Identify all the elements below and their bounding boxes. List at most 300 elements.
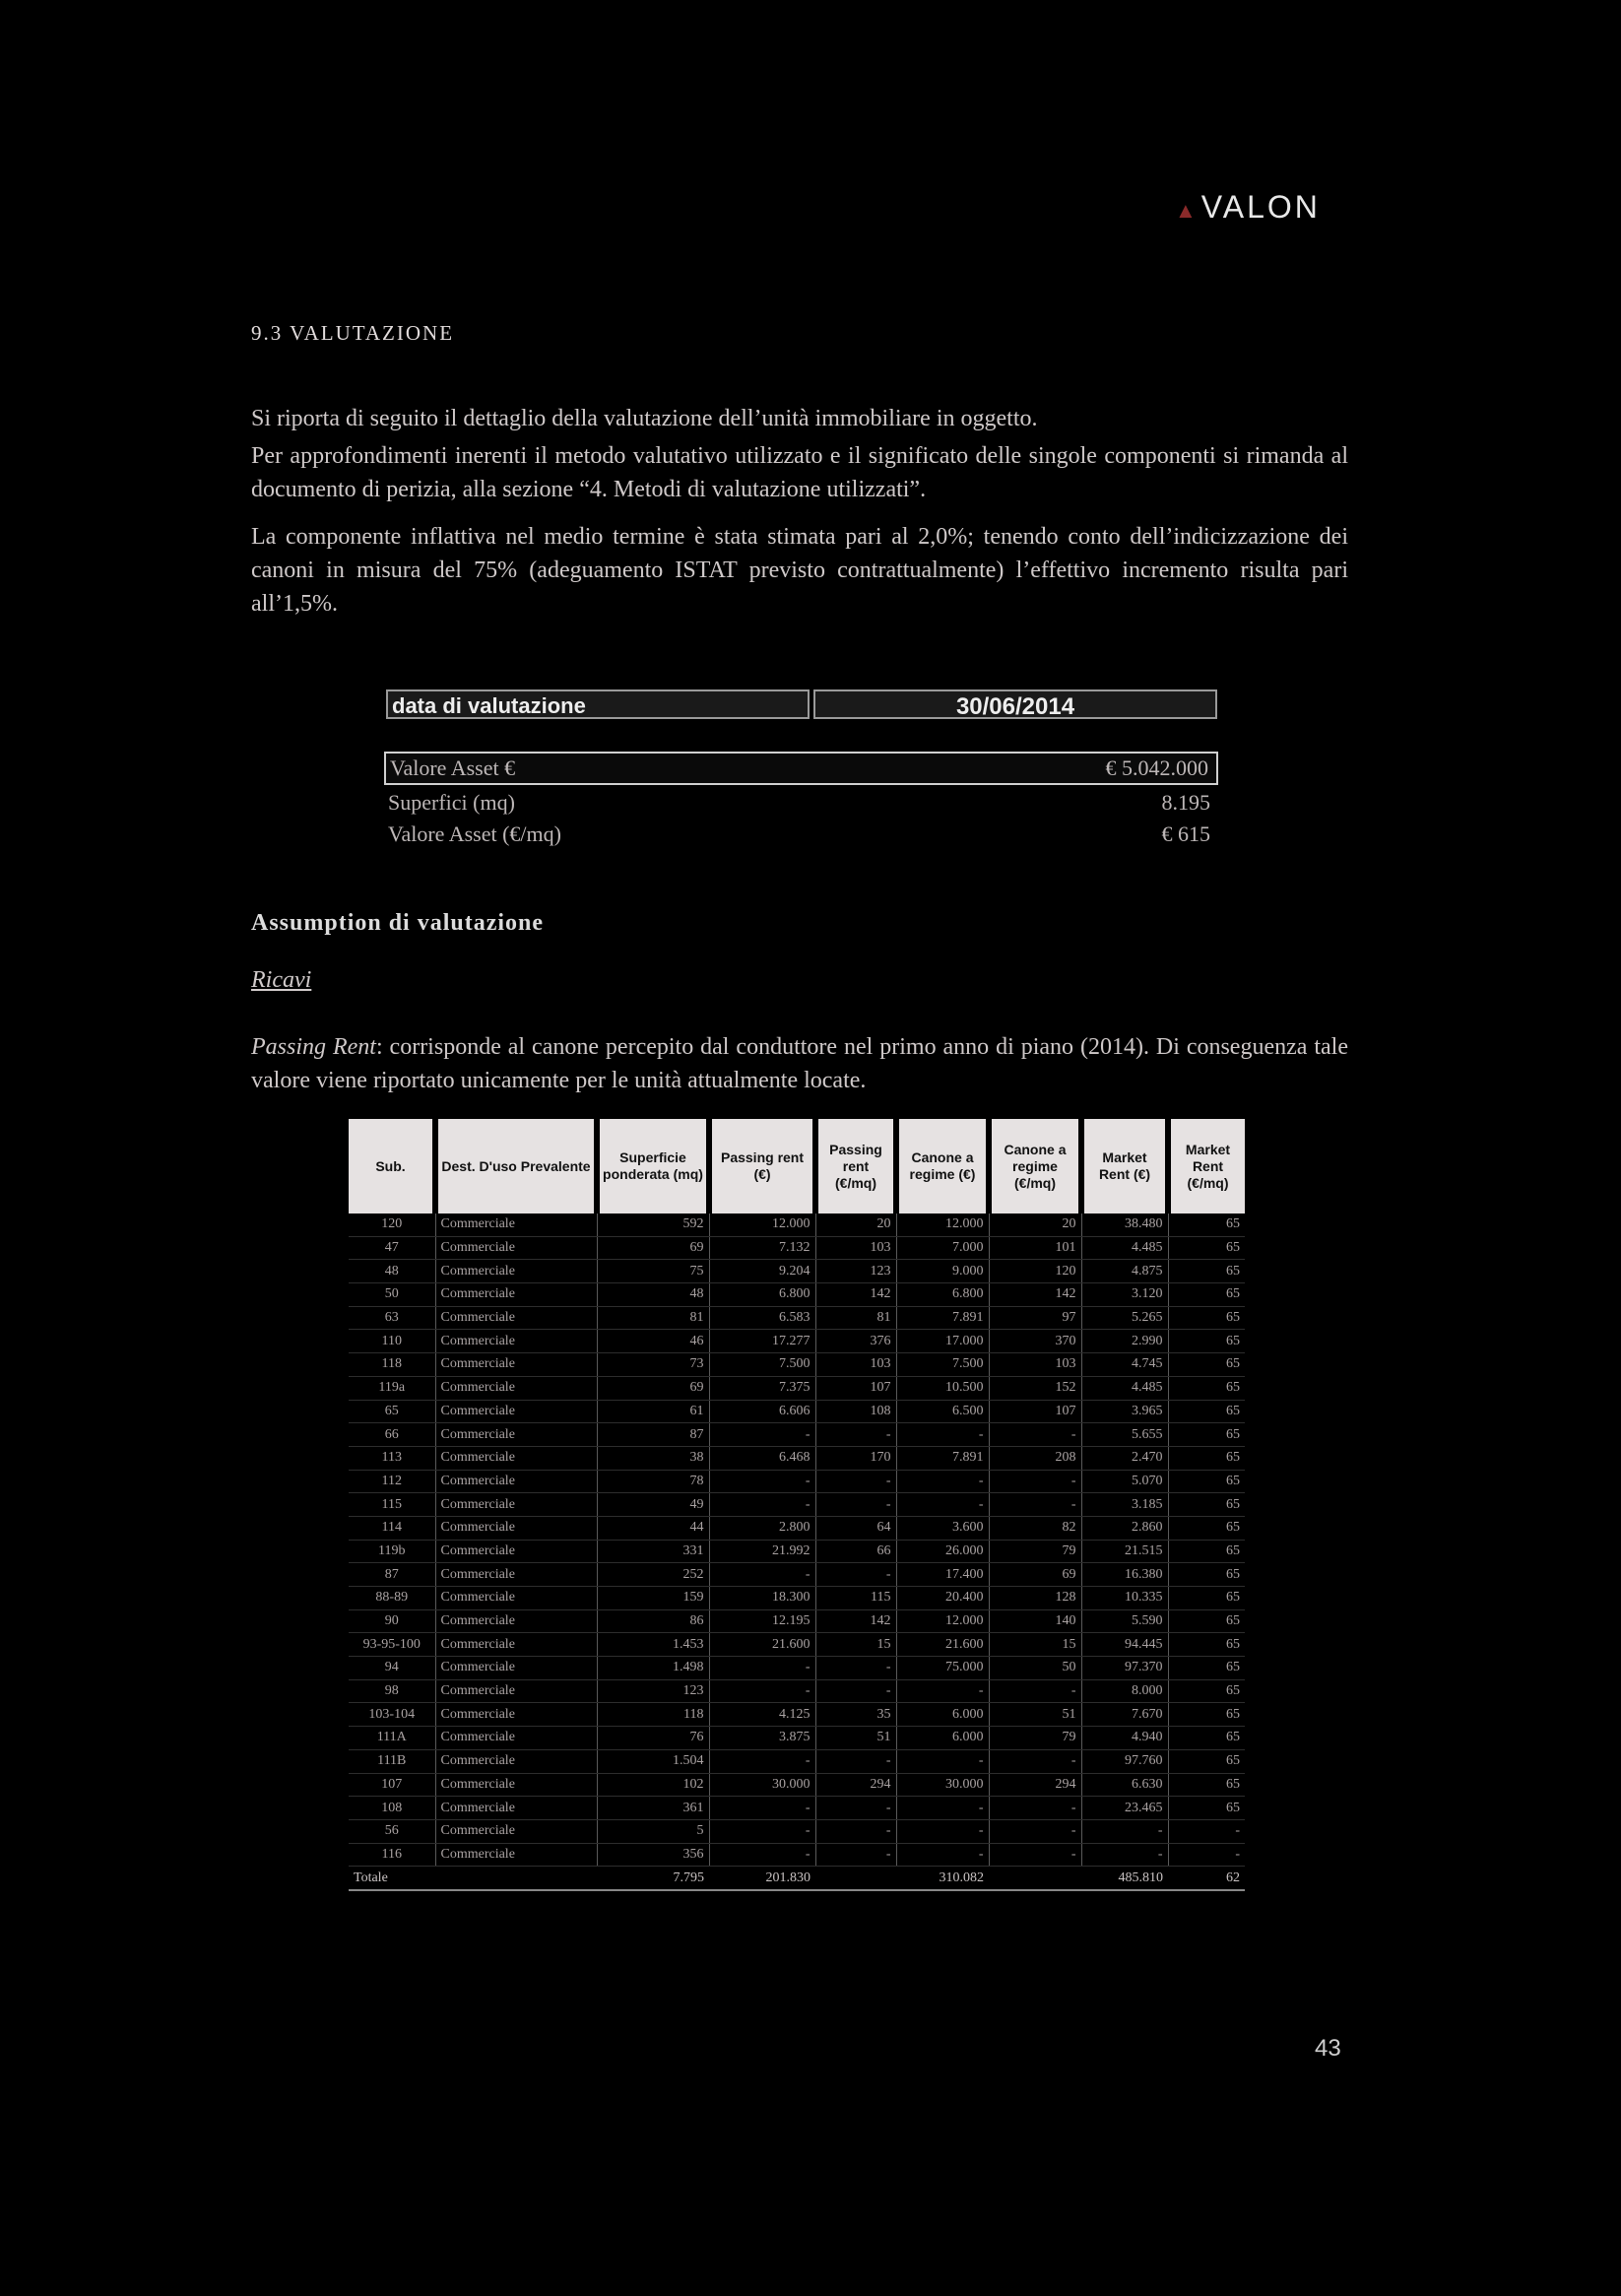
- table-body: [349, 1214, 1245, 1890]
- table-cell: 17.000: [896, 1330, 989, 1353]
- table-cell: 26.000: [896, 1540, 989, 1563]
- table-cell: 4.485: [1081, 1376, 1168, 1400]
- table-cell: 65: [1168, 1400, 1245, 1423]
- table-cell: 23.465: [1081, 1797, 1168, 1820]
- table-row: [349, 1353, 1245, 1377]
- table-cell: 17.277: [709, 1330, 815, 1353]
- total-cell: 310.082: [896, 1867, 989, 1890]
- table-cell: Commerciale: [435, 1703, 597, 1727]
- table-cell: 294: [989, 1773, 1081, 1797]
- valuation-date-value: 30/06/2014: [955, 693, 1075, 720]
- table-cell: 3.120: [1081, 1283, 1168, 1307]
- table-cell: 4.125: [709, 1703, 815, 1727]
- table-cell: 65: [1168, 1306, 1245, 1330]
- table-cell: 5.655: [1081, 1423, 1168, 1447]
- table-cell: -: [709, 1679, 815, 1703]
- table-cell: -: [896, 1423, 989, 1447]
- table-cell: 6.583: [709, 1306, 815, 1330]
- table-row: [349, 1214, 1245, 1236]
- summary-label: Valore Asset €: [390, 755, 516, 780]
- total-cell: [989, 1867, 1081, 1890]
- col-header-market-rent: Market Rent (€): [1081, 1119, 1168, 1214]
- table-cell: 2.860: [1081, 1516, 1168, 1540]
- table-cell: -: [709, 1470, 815, 1493]
- table-cell: -: [709, 1493, 815, 1517]
- summary-value: € 5.042.000: [1105, 755, 1208, 780]
- total-cell: 485.810: [1081, 1867, 1168, 1890]
- table-cell: 103: [815, 1353, 896, 1377]
- table-cell: 101: [989, 1236, 1081, 1260]
- table-cell: 94.445: [1081, 1633, 1168, 1657]
- table-cell: 8.000: [1081, 1679, 1168, 1703]
- table-cell: Commerciale: [435, 1773, 597, 1797]
- col-header-sub: Sub.: [349, 1119, 435, 1214]
- summary-row-asset-value-sqm: [384, 821, 1218, 847]
- table-cell: 30.000: [896, 1773, 989, 1797]
- table-cell: 65: [1168, 1749, 1245, 1773]
- table-cell: 110: [349, 1330, 435, 1353]
- table-cell: 1.504: [597, 1749, 709, 1773]
- summary-label: Superfici (mq): [388, 790, 515, 815]
- valuation-date-label: data di valutazione: [392, 693, 586, 718]
- table-cell: 65: [1168, 1330, 1245, 1353]
- table-cell: 123: [815, 1260, 896, 1283]
- table-cell: 2.800: [709, 1516, 815, 1540]
- table-cell: Commerciale: [435, 1446, 597, 1470]
- table-cell: -: [896, 1749, 989, 1773]
- summary-value: € 615: [1161, 821, 1210, 846]
- summary-label: Valore Asset (€/mq): [388, 821, 561, 846]
- table-cell: 30.000: [709, 1773, 815, 1797]
- summary-row-asset-value: [384, 752, 1218, 785]
- logo-triangle-icon: ▲: [1175, 198, 1200, 223]
- table-cell: 103-104: [349, 1703, 435, 1727]
- table-cell: 6.500: [896, 1400, 989, 1423]
- table-cell: 49: [597, 1493, 709, 1517]
- table-cell: -: [1081, 1819, 1168, 1843]
- table-cell: Commerciale: [435, 1260, 597, 1283]
- table-cell: 65: [1168, 1797, 1245, 1820]
- table-cell: 152: [989, 1376, 1081, 1400]
- table-cell: 65: [1168, 1540, 1245, 1563]
- table-cell: 78: [597, 1470, 709, 1493]
- table-cell: -: [896, 1679, 989, 1703]
- table-cell: -: [989, 1749, 1081, 1773]
- table-cell: 111A: [349, 1727, 435, 1750]
- table-cell: 65: [1168, 1773, 1245, 1797]
- table-cell: 97: [989, 1306, 1081, 1330]
- table-cell: 64: [815, 1516, 896, 1540]
- table-cell: 115: [815, 1587, 896, 1610]
- col-header-passing-rent: Passing rent (€): [709, 1119, 815, 1214]
- table-cell: 356: [597, 1843, 709, 1867]
- table-cell: 65: [1168, 1679, 1245, 1703]
- table-row: [349, 1236, 1245, 1260]
- table-cell: 120: [349, 1214, 435, 1236]
- table-cell: 112: [349, 1470, 435, 1493]
- table-cell: Commerciale: [435, 1376, 597, 1400]
- total-cell: 7.795: [597, 1867, 709, 1890]
- page-number: 43: [1315, 2035, 1341, 2062]
- table-cell: 21.515: [1081, 1540, 1168, 1563]
- table-cell: 12.195: [709, 1609, 815, 1633]
- table-cell: 79: [989, 1540, 1081, 1563]
- table-cell: -: [709, 1819, 815, 1843]
- table-cell: Commerciale: [435, 1236, 597, 1260]
- table-cell: 87: [597, 1423, 709, 1447]
- table-row: [349, 1260, 1245, 1283]
- table-cell: -: [989, 1423, 1081, 1447]
- table-cell: 66: [815, 1540, 896, 1563]
- table-cell: 65: [1168, 1633, 1245, 1657]
- table-cell: 5.590: [1081, 1609, 1168, 1633]
- table-row: [349, 1679, 1245, 1703]
- table-cell: 3.600: [896, 1516, 989, 1540]
- table-cell: 5: [597, 1819, 709, 1843]
- table-cell: 376: [815, 1330, 896, 1353]
- table-cell: 75.000: [896, 1657, 989, 1680]
- table-cell: 44: [597, 1516, 709, 1540]
- rent-table: [349, 1119, 1245, 1891]
- table-cell: 6.000: [896, 1727, 989, 1750]
- table-cell: -: [815, 1749, 896, 1773]
- table-cell: -: [1081, 1843, 1168, 1867]
- table-row: [349, 1773, 1245, 1797]
- table-cell: 3.185: [1081, 1493, 1168, 1517]
- valuation-date-label-box: [386, 689, 810, 719]
- table-cell: 294: [815, 1773, 896, 1797]
- table-cell: 65: [1168, 1236, 1245, 1260]
- table-cell: Commerciale: [435, 1843, 597, 1867]
- col-header-passing-rent-sqm: Passing rent (€/mq): [815, 1119, 896, 1214]
- table-cell: -: [815, 1563, 896, 1587]
- table-cell: 1.498: [597, 1657, 709, 1680]
- table-cell: 118: [349, 1353, 435, 1377]
- table-cell: -: [815, 1679, 896, 1703]
- table-cell: -: [989, 1493, 1081, 1517]
- table-cell: 208: [989, 1446, 1081, 1470]
- table-cell: 361: [597, 1797, 709, 1820]
- table-row: [349, 1657, 1245, 1680]
- table-cell: 4.745: [1081, 1353, 1168, 1377]
- table-cell: 128: [989, 1587, 1081, 1610]
- table-cell: 88-89: [349, 1587, 435, 1610]
- table-cell: Commerciale: [435, 1493, 597, 1517]
- table-row: [349, 1540, 1245, 1563]
- table-cell: 6.800: [709, 1283, 815, 1307]
- table-cell: -: [709, 1749, 815, 1773]
- table-cell: 4.485: [1081, 1236, 1168, 1260]
- table-cell: 81: [815, 1306, 896, 1330]
- table-cell: 46: [597, 1330, 709, 1353]
- paragraph-inflation: La componente inflattiva nel medio termine è stata stimata pari al 2,0%; tenendo conto dell’indicizzazione dei canoni in misura del 75% (adeguamento ISTAT previsto contrattualmente) l’effettivo incremento risulta pari all’1,5%.: [251, 524, 1348, 617]
- table-cell: 119a: [349, 1376, 435, 1400]
- table-cell: 69: [597, 1376, 709, 1400]
- table-row: [349, 1819, 1245, 1843]
- table-cell: 76: [597, 1727, 709, 1750]
- table-cell: 3.965: [1081, 1400, 1168, 1423]
- table-cell: Commerciale: [435, 1330, 597, 1353]
- paragraph-intro: Si riporta di seguito il dettaglio della valutazione dell’unità immobiliare in oggetto.: [251, 406, 1038, 431]
- table-cell: 4.940: [1081, 1727, 1168, 1750]
- passing-rent-text: : corrisponde al canone percepito dal conduttore nel primo anno di piano (2014). Di conseguenza tale valore viene riportato unicamente per le unità attualmente locate.: [251, 1034, 1348, 1093]
- table-cell: 20: [989, 1214, 1081, 1236]
- summary-value: 8.195: [1161, 790, 1210, 815]
- table-row: [349, 1749, 1245, 1773]
- table-cell: 6.630: [1081, 1773, 1168, 1797]
- table-cell: 65: [1168, 1563, 1245, 1587]
- table-cell: 65: [1168, 1260, 1245, 1283]
- table-cell: 115: [349, 1493, 435, 1517]
- table-cell: Commerciale: [435, 1353, 597, 1377]
- table-cell: 103: [815, 1236, 896, 1260]
- table-cell: 7.375: [709, 1376, 815, 1400]
- table-row: [349, 1493, 1245, 1517]
- valuation-date-value-box: [813, 689, 1217, 719]
- table-cell: 108: [815, 1400, 896, 1423]
- table-cell: -: [815, 1797, 896, 1820]
- table-cell: 7.891: [896, 1446, 989, 1470]
- table-cell: 65: [349, 1400, 435, 1423]
- table-cell: 107: [989, 1400, 1081, 1423]
- table-cell: 5.265: [1081, 1306, 1168, 1330]
- table-cell: -: [815, 1423, 896, 1447]
- table-cell: 63: [349, 1306, 435, 1330]
- table-cell: 65: [1168, 1376, 1245, 1400]
- table-cell: Commerciale: [435, 1563, 597, 1587]
- table-cell: 79: [989, 1727, 1081, 1750]
- table-cell: 82: [989, 1516, 1081, 1540]
- table-cell: 3.875: [709, 1727, 815, 1750]
- table-cell: 48: [349, 1260, 435, 1283]
- table-row: [349, 1633, 1245, 1657]
- table-cell: 103: [989, 1353, 1081, 1377]
- table-cell: 120: [989, 1260, 1081, 1283]
- table-cell: 119b: [349, 1540, 435, 1563]
- table-cell: 12.000: [709, 1214, 815, 1236]
- table-total-row: [349, 1867, 1245, 1890]
- table-row: [349, 1400, 1245, 1423]
- table-cell: 93-95-100: [349, 1633, 435, 1657]
- table-cell: 142: [989, 1283, 1081, 1307]
- summary-row-surface: [384, 790, 1218, 816]
- table-cell: 69: [989, 1563, 1081, 1587]
- table-cell: 65: [1168, 1423, 1245, 1447]
- table-cell: 114: [349, 1516, 435, 1540]
- table-cell: 7.670: [1081, 1703, 1168, 1727]
- table-cell: 16.380: [1081, 1563, 1168, 1587]
- table-cell: Commerciale: [435, 1797, 597, 1820]
- table-cell: 10.500: [896, 1376, 989, 1400]
- table-cell: -: [815, 1819, 896, 1843]
- table-cell: 592: [597, 1214, 709, 1236]
- col-header-surface: Superficie ponderata (mq): [597, 1119, 709, 1214]
- table-cell: Commerciale: [435, 1749, 597, 1773]
- table-cell: 12.000: [896, 1609, 989, 1633]
- table-cell: -: [989, 1679, 1081, 1703]
- table-cell: -: [896, 1493, 989, 1517]
- table-cell: 18.300: [709, 1587, 815, 1610]
- total-cell: Totale: [349, 1867, 435, 1890]
- table-cell: Commerciale: [435, 1633, 597, 1657]
- logo: [1175, 189, 1321, 226]
- passing-rent-paragraph: [251, 1030, 1348, 1097]
- table-cell: 4.875: [1081, 1260, 1168, 1283]
- table-cell: 35: [815, 1703, 896, 1727]
- assumption-title: Assumption di valutazione: [251, 910, 545, 936]
- table-cell: -: [709, 1657, 815, 1680]
- table-cell: 20: [815, 1214, 896, 1236]
- table-cell: 331: [597, 1540, 709, 1563]
- table-cell: 98: [349, 1679, 435, 1703]
- table-cell: 170: [815, 1446, 896, 1470]
- table-cell: 61: [597, 1400, 709, 1423]
- total-cell: [435, 1867, 597, 1890]
- table-header-row: [349, 1119, 1245, 1214]
- table-row: [349, 1843, 1245, 1867]
- total-cell: [815, 1867, 896, 1890]
- total-cell: 201.830: [709, 1867, 815, 1890]
- table-row: [349, 1609, 1245, 1633]
- table-cell: 21.600: [896, 1633, 989, 1657]
- logo-text: VALON: [1200, 189, 1321, 225]
- table-cell: Commerciale: [435, 1540, 597, 1563]
- table-cell: 90: [349, 1609, 435, 1633]
- table-cell: -: [989, 1843, 1081, 1867]
- table-cell: 5.070: [1081, 1470, 1168, 1493]
- table-cell: 75: [597, 1260, 709, 1283]
- table-cell: 6.800: [896, 1283, 989, 1307]
- table-row: [349, 1703, 1245, 1727]
- table-cell: 123: [597, 1679, 709, 1703]
- table-cell: 65: [1168, 1727, 1245, 1750]
- table-cell: 2.990: [1081, 1330, 1168, 1353]
- table-cell: 65: [1168, 1609, 1245, 1633]
- table-cell: -: [1168, 1843, 1245, 1867]
- table-cell: -: [815, 1493, 896, 1517]
- table-cell: 51: [815, 1727, 896, 1750]
- table-cell: -: [709, 1843, 815, 1867]
- col-header-dest: Dest. D'uso Prevalente: [435, 1119, 597, 1214]
- table-cell: 73: [597, 1353, 709, 1377]
- table-cell: 102: [597, 1773, 709, 1797]
- table-cell: 142: [815, 1609, 896, 1633]
- table-cell: -: [709, 1797, 815, 1820]
- table-cell: 38.480: [1081, 1214, 1168, 1236]
- table-cell: 17.400: [896, 1563, 989, 1587]
- table-cell: 10.335: [1081, 1587, 1168, 1610]
- table-cell: 65: [1168, 1446, 1245, 1470]
- table-cell: 50: [349, 1283, 435, 1307]
- table-cell: 65: [1168, 1516, 1245, 1540]
- table-row: [349, 1727, 1245, 1750]
- table-cell: 20.400: [896, 1587, 989, 1610]
- table-cell: 7.500: [709, 1353, 815, 1377]
- table-cell: 111B: [349, 1749, 435, 1773]
- passing-rent-term: Passing Rent: [251, 1034, 376, 1060]
- table-cell: Commerciale: [435, 1587, 597, 1610]
- table-cell: 1.453: [597, 1633, 709, 1657]
- table-cell: Commerciale: [435, 1819, 597, 1843]
- col-header-canone-sqm: Canone a regime (€/mq): [989, 1119, 1081, 1214]
- table-cell: -: [815, 1470, 896, 1493]
- table-row: [349, 1283, 1245, 1307]
- paragraph-method: Per approfondimenti inerenti il metodo valutativo utilizzato e il significato delle singole componenti si rimanda al documento di perizia, alla sezione “4. Metodi di valutazione utilizzati”.: [251, 443, 1348, 502]
- table-cell: 6.468: [709, 1446, 815, 1470]
- table-cell: -: [896, 1843, 989, 1867]
- table-cell: -: [815, 1657, 896, 1680]
- table-cell: 48: [597, 1283, 709, 1307]
- table-cell: 108: [349, 1797, 435, 1820]
- table-cell: 118: [597, 1703, 709, 1727]
- table-cell: Commerciale: [435, 1657, 597, 1680]
- col-header-market-rent-sqm: Market Rent (€/mq): [1168, 1119, 1245, 1214]
- table-cell: 7.132: [709, 1236, 815, 1260]
- table-cell: 47: [349, 1236, 435, 1260]
- table-cell: 65: [1168, 1353, 1245, 1377]
- table-row: [349, 1423, 1245, 1447]
- table-cell: 50: [989, 1657, 1081, 1680]
- table-cell: Commerciale: [435, 1306, 597, 1330]
- table-cell: 38: [597, 1446, 709, 1470]
- table-row: [349, 1563, 1245, 1587]
- table-cell: 65: [1168, 1703, 1245, 1727]
- table-cell: 107: [349, 1773, 435, 1797]
- table-cell: 66: [349, 1423, 435, 1447]
- table-cell: -: [896, 1470, 989, 1493]
- table-cell: Commerciale: [435, 1679, 597, 1703]
- table-cell: 51: [989, 1703, 1081, 1727]
- table-cell: -: [896, 1819, 989, 1843]
- table-row: [349, 1306, 1245, 1330]
- table-cell: -: [989, 1819, 1081, 1843]
- ricavi-subtitle: Ricavi: [251, 967, 312, 993]
- table-cell: 7.000: [896, 1236, 989, 1260]
- table-cell: -: [989, 1797, 1081, 1820]
- table-cell: Commerciale: [435, 1214, 597, 1236]
- table-row: [349, 1516, 1245, 1540]
- table-cell: 21.600: [709, 1633, 815, 1657]
- table-cell: 81: [597, 1306, 709, 1330]
- table-cell: 65: [1168, 1470, 1245, 1493]
- table-row: [349, 1797, 1245, 1820]
- table-cell: 7.891: [896, 1306, 989, 1330]
- table-row: [349, 1446, 1245, 1470]
- table-cell: 65: [1168, 1214, 1245, 1236]
- table-cell: 7.500: [896, 1353, 989, 1377]
- table-cell: 15: [989, 1633, 1081, 1657]
- table-cell: 97.760: [1081, 1749, 1168, 1773]
- table-cell: 9.204: [709, 1260, 815, 1283]
- table-cell: -: [709, 1563, 815, 1587]
- table-cell: 86: [597, 1609, 709, 1633]
- table-cell: Commerciale: [435, 1283, 597, 1307]
- table-cell: 94: [349, 1657, 435, 1680]
- table-cell: 107: [815, 1376, 896, 1400]
- table-cell: 252: [597, 1563, 709, 1587]
- table-cell: 140: [989, 1609, 1081, 1633]
- table-cell: Commerciale: [435, 1400, 597, 1423]
- table-cell: 65: [1168, 1493, 1245, 1517]
- table-row: [349, 1470, 1245, 1493]
- table-row: [349, 1587, 1245, 1610]
- table-cell: 370: [989, 1330, 1081, 1353]
- table-cell: 21.992: [709, 1540, 815, 1563]
- table-row: [349, 1330, 1245, 1353]
- table-cell: -: [896, 1797, 989, 1820]
- table-cell: 97.370: [1081, 1657, 1168, 1680]
- table-cell: 56: [349, 1819, 435, 1843]
